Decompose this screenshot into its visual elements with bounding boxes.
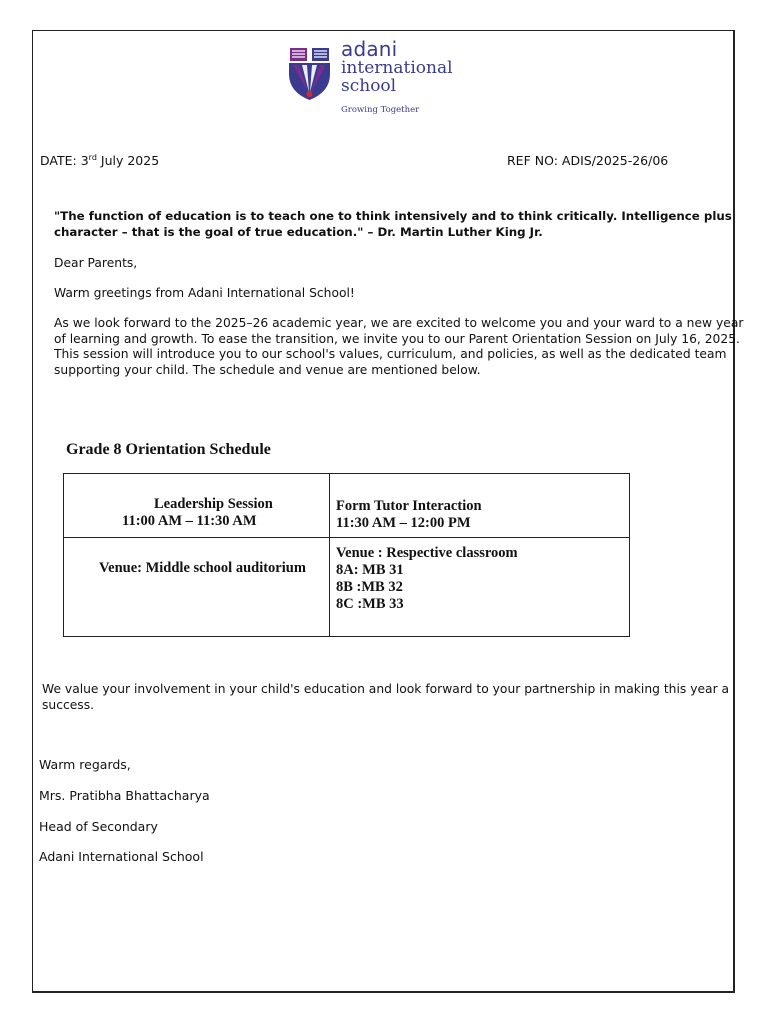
schedule-title: Grade 8 Orientation Schedule <box>66 441 271 458</box>
form-tutor-cell <box>330 474 630 538</box>
leadership-session-cell <box>64 474 330 538</box>
letter-body: As we look forward to the 2025–26 academic year, we are excited to welcome you and your ward to a new year of learning and growth. To ease the transition, we invite you to our Parent Orientation Session on July 16, 2025. This session will introduce you to our school's values, curriculum, and policies, as well as the dedicated team supporting your child. The schedule and venue are mentioned below. <box>54 316 744 377</box>
leadership-session-title: Leadership Session <box>154 496 273 512</box>
reference-number: REF NO: ADIS/2025-26/06 <box>507 153 669 168</box>
salutation: Dear Parents, <box>54 256 138 270</box>
signatory-name: Mrs. Pratibha Bhattacharya <box>39 788 210 803</box>
signatory-school: Adani International School <box>39 849 204 864</box>
signatory-title: Head of Secondary <box>39 819 158 834</box>
room-8a: 8A: MB 31 <box>336 562 404 578</box>
venue-classroom: Venue : Respective classroom <box>336 545 518 561</box>
room-8c: 8C :MB 33 <box>336 596 404 612</box>
date-rest: July 2025 <box>96 153 160 169</box>
venue-left-cell <box>64 538 330 637</box>
schedule-table <box>63 473 630 637</box>
date-day: 3 <box>80 153 89 169</box>
brand-line-school: school <box>341 76 397 96</box>
room-8b: 8B :MB 32 <box>336 579 403 595</box>
form-tutor-time: 11:30 AM – 12:00 PM <box>336 515 471 531</box>
opening-quote: "The function of education is to teach one to think intensively and to think critically. Intelligence plus character – that is the goal of true education." – Dr. Martin Luther King Jr. <box>54 209 732 239</box>
date-label: DATE: <box>40 153 81 169</box>
greeting-line: Warm greetings from Adani International School! <box>54 286 355 300</box>
closing-paragraph: We value your involvement in your child's education and look forward to your partnership in making this year a success. <box>42 682 730 712</box>
school-emblem-icon <box>288 44 332 102</box>
venue-right-cell <box>330 538 630 637</box>
sign-off: Warm regards, <box>39 757 131 772</box>
leadership-session-time: 11:00 AM – 11:30 AM <box>122 513 257 529</box>
brand-tagline: Growing Together <box>341 105 420 115</box>
letter-date <box>40 153 159 168</box>
brand-name: adani <box>341 37 398 61</box>
form-tutor-title: Form Tutor Interaction <box>336 498 482 514</box>
brand-line-international: international <box>341 58 453 78</box>
venue-auditorium: Venue: Middle school auditorium <box>99 560 306 576</box>
date-suffix: rd <box>88 153 97 162</box>
